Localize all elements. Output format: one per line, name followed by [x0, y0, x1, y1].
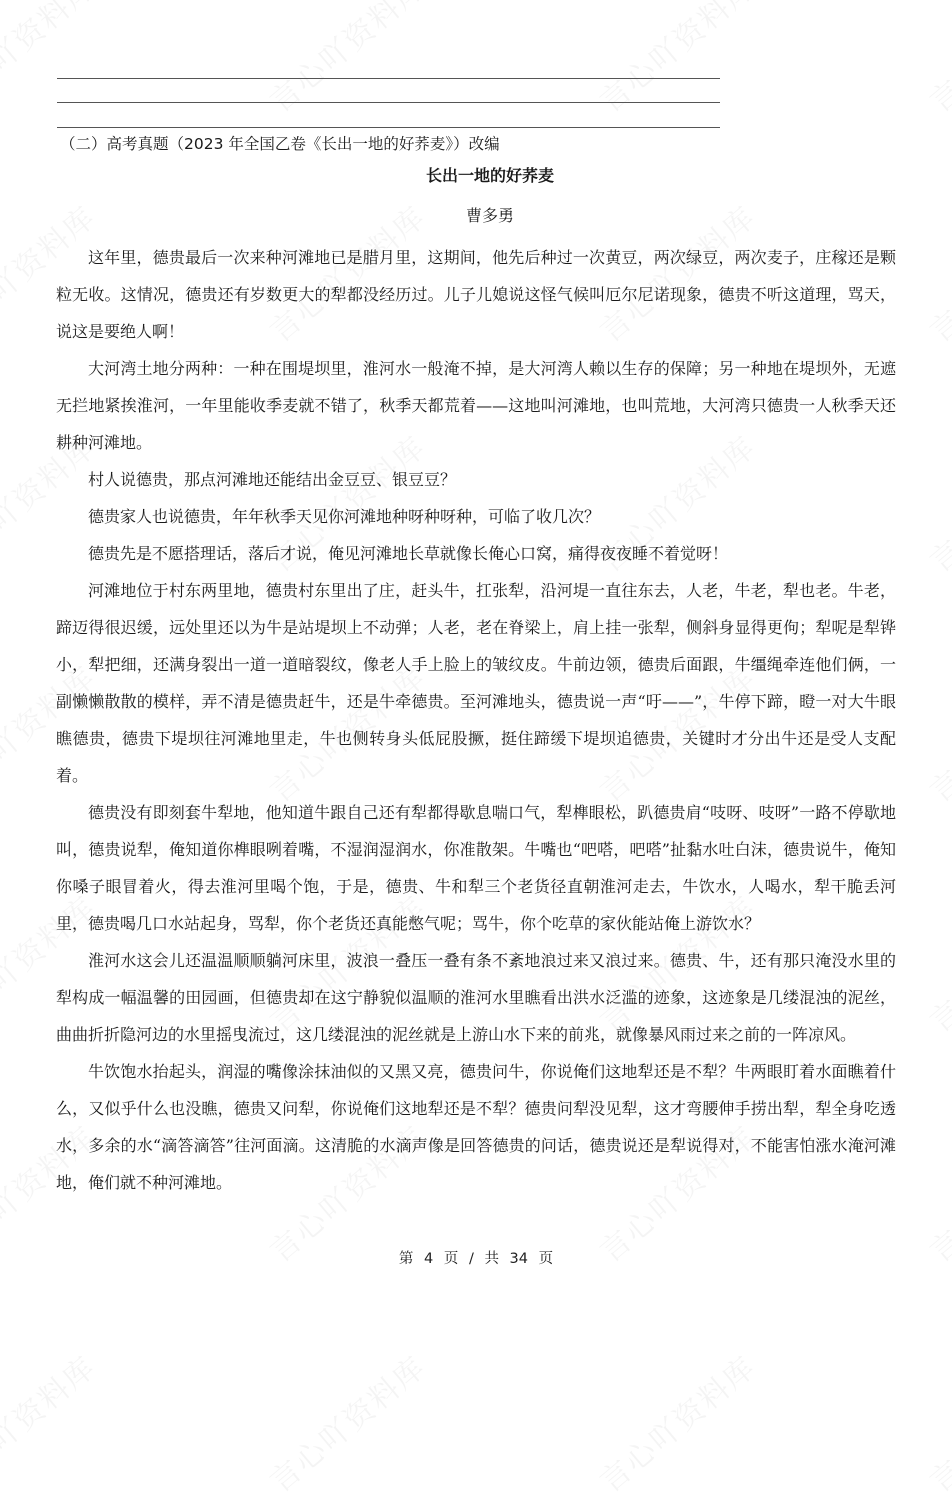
paragraph: 村人说德贵，那点河滩地还能结出金豆豆、银豆豆？ — [88, 470, 457, 489]
paragraph: 这年里，德贵最后一次来种河滩地已是腊月里，这期间，他先后种过一次黄豆，两次绿豆，两次麦子，庄稼还是颗粒无收。这情况，德贵还有岁数更大的犁都没经历过。儿子儿媳说这怪气候叫厄尔尼诺现象，德贵不听这道理，骂天，说这是要绝人啊！ — [56, 248, 896, 341]
watermark-text — [918, 883, 952, 1040]
section-label: （二）高考真题（2023 年全国乙卷《长出一地的好荞麦》）改编 — [60, 135, 500, 153]
answer-line — [57, 127, 720, 128]
paragraph: 牛饮饱水抬起头，润湿的嘴像涂抹油似的又黑又亮，德贵问牛，你说俺们这地犁还是不犁？牛两眼盯着水面瞧着什么，又似乎什么也没瞧，德贵又问犁，你说俺们这地犁还是不犁？德贵问犁没见犁，这才弯腰伸手捞出犁，犁全身吃透水，多余的水“滴答滴答”往河面滴。这清脆的水滴声像是回答德贵的问话，德贵说还是犁说得对，不能害怕涨水淹河滩地，俺们就不种河滩地。 — [56, 1062, 896, 1192]
paragraph: 德贵先是不愿搭理话，落后才说，俺见河滩地长草就像长俺心口窝，痛得夜夜睡不着觉呀！ — [88, 544, 729, 563]
watermark-text — [918, 1343, 952, 1500]
page-number: 第 4 页 / 共 34 页 — [398, 1251, 554, 1267]
paragraph: 大河湾土地分两种：一种在围堤坝里，淮河水一般淹不掉，是大河湾人赖以生存的保障；另一种地在堤坝外，无遮无拦地紧挨淮河，一年里能收季麦就不错了，秋季天都荒着——这地叫河滩地，也叫荒地，大河湾只德贵一人秋季天还耕种河滩地。 — [56, 359, 896, 452]
watermark-text — [0, 1343, 104, 1500]
watermark-text — [918, 0, 952, 121]
paragraph: 德贵没有即刻套牛犁地，他知道牛跟自己还有犁都得歇息喘口气，犁榫眼松，趴德贵肩“吱呀、吱呀”一路不停歇地叫，德贵说犁，俺知道你榫眼咧着嘴，不湿润湿润水，你准散架。牛嘴也“吧嗒，吧嗒”扯黏水吐白沫，德贵说牛，俺知你嗓子眼冒着火，得去淮河里喝个饱，于是，德贵、牛和犁三个老货径直朝淮河走去，牛饮水，人喝水，犁干脆丢河里，德贵喝几口水站起身，骂犁，你个老货还真能憋气呢；骂牛，你个吃草的家伙能站俺上游饮水？ — [56, 803, 896, 933]
paragraph: 德贵家人也说德贵，年年秋季天见你河滩地种呀种呀种，可临了收几次？ — [88, 507, 601, 526]
watermark-text — [918, 423, 952, 580]
answer-line — [57, 102, 720, 103]
paragraph: 淮河水这会儿还温温顺顺躺河床里，波浪一叠压一叠有条不紊地浪过来又浪过来。德贵、牛，还有那只淹没水里的犁构成一幅温馨的田园画，但德贵却在这宁静貌似温顺的淮河水里瞧看出洪水泛滥的迹象，这迹象是几缕混浊的泥丝，曲曲折折隐河边的水里摇曳流过，这几缕混浊的泥丝就是上游山水下来的前兆，就像暴风雨过来之前的一阵凉风。 — [56, 951, 896, 1044]
article-author: 曹多勇 — [465, 206, 514, 225]
watermark-text — [258, 1343, 433, 1500]
article-title: 长出一地的好荞麦 — [425, 166, 554, 185]
answer-line — [57, 78, 720, 79]
watermark-text — [918, 653, 952, 810]
article-body — [56, 239, 896, 1201]
watermark-text — [588, 1343, 763, 1500]
paragraph: 河滩地位于村东两里地，德贵村东里出了庄，赶头牛，扛张犁，沿河堤一直往东去，人老，牛老，犁也老。牛老，蹄迈得很迟缓，远处里还以为牛是站堤坝上不动弹；人老，老在脊梁上，肩上挂一张犁，侧斜身显得更佝；犁呢是犁铧小，犁把细，还满身裂出一道一道暗裂纹，像老人手上脸上的皱纹皮。牛前边领，德贵后面跟，牛缰绳牵连他们俩，一副懒懒散散的模样，弄不清是德贵赶牛，还是牛牵德贵。至河滩地头，德贵说一声“吁——”，牛停下蹄，瞪一对大牛眼瞧德贵，德贵下堤坝往河滩地里走，牛也侧转身头低屁股撅，挺住蹄缓下堤坝追德贵，关键时才分出牛还是受人支配着。 — [56, 581, 896, 785]
